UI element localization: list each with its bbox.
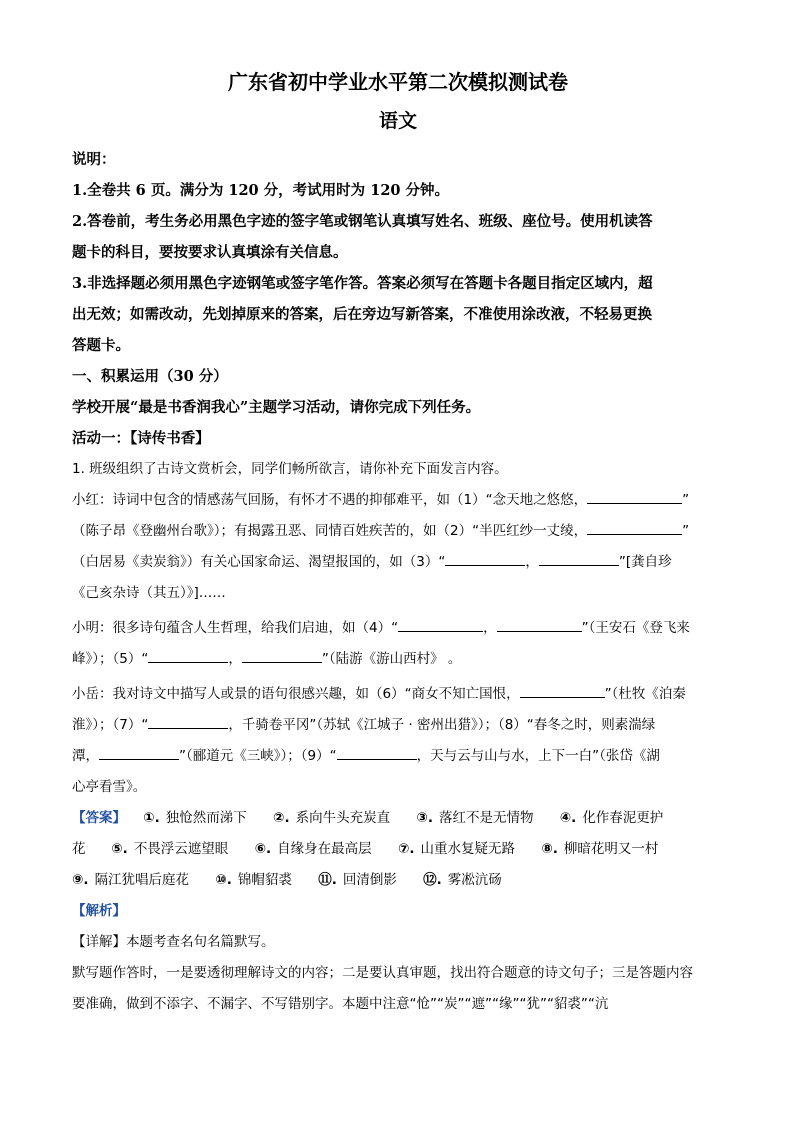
answer-item: ②. 系向牛头充炭直 bbox=[273, 810, 391, 826]
answer-item: ④. 化作春泥更护 bbox=[559, 810, 664, 826]
instruction-line: 出无效；如需改动，先划掉原来的答案，后在旁边写新答案，不准使用涂改液，不轻易更换 bbox=[72, 306, 652, 323]
question-1: 1. 班级组织了古诗文赏析会，同学们畅所欲言，请你补充下面发言内容。 bbox=[72, 461, 508, 477]
answer-item: ③. 落红不是无情物 bbox=[416, 810, 534, 826]
answer-blank[interactable] bbox=[148, 714, 228, 729]
answer-blank[interactable] bbox=[497, 617, 582, 632]
answer-label: 【答案】 bbox=[72, 810, 126, 826]
instruction-line: 2.答卷前，考生务必用黑色字迹的签字笔或钢笔认真填写姓名、班级、座位号。使用机读答 bbox=[72, 213, 653, 230]
answer-item: ①. 独怆然而涕下 bbox=[143, 810, 247, 826]
instruction-line: 1.全卷共 6 页。满分为 120 分，考试用时为 120 分钟。 bbox=[72, 182, 450, 199]
answer-item: ⑥. 自缘身在最高层 bbox=[254, 841, 372, 857]
answer-row bbox=[72, 865, 724, 896]
xiaoming-line: 小明：很多诗句蕴含人生哲理，给我们启迪，如（4）“ ， ”（王安石《登飞来 bbox=[72, 613, 724, 644]
analysis-line: 要准确，做到不添字、不漏字、不写错别字。本题中注意“怆”“炭”“遮”“缘”“犹”“貂裘”“沆 bbox=[72, 996, 609, 1012]
answer-blank[interactable] bbox=[99, 745, 179, 760]
answer-item: ⑪. 回清倒影 bbox=[318, 872, 397, 888]
answer-item: ⑨. 隔江犹唱后庭花 bbox=[72, 872, 190, 888]
exam-page bbox=[72, 62, 724, 1020]
instruction-line: 题卡的科目，要按要求认真填涂有关信息。 bbox=[72, 244, 348, 261]
answer-blank[interactable] bbox=[398, 617, 483, 632]
xiaohong-line: 《己亥杂诗（其五）》]…… bbox=[72, 585, 226, 601]
answer-row bbox=[72, 803, 724, 834]
instructions-label: 说明： bbox=[72, 151, 116, 168]
activity-heading: 活动一：【诗传书香】 bbox=[72, 430, 210, 447]
answer-blank[interactable] bbox=[148, 648, 228, 663]
answer-item: ⑫. 雾凇沆砀 bbox=[423, 872, 502, 888]
analysis-label-line bbox=[72, 896, 724, 927]
answer-item: ⑧. 柳暗花明又一村 bbox=[541, 841, 659, 857]
answer-blank[interactable] bbox=[587, 489, 682, 504]
page-title: 广东省初中学业水平第二次模拟测试卷 bbox=[228, 70, 568, 94]
xiaoyue-line: 心亭看雪》。 bbox=[72, 779, 147, 795]
answer-row: 花 ⑤. 不畏浮云遮望眼 ⑥. 自缘身在最高层 ⑦. 山重水复疑无路 ⑧. 柳暗花明又一村 bbox=[72, 841, 659, 857]
answer-item: ⑦. 山重水复疑无路 bbox=[397, 841, 516, 857]
xiaohong-line: （白居易《卖炭翁》）有关心国家命运、渴望报国的，如（3）“ ， ”[龚自珍 bbox=[72, 547, 724, 578]
answer-blank[interactable] bbox=[539, 551, 619, 566]
answer-blank[interactable] bbox=[445, 551, 525, 566]
xiaohong-line: 小红：诗词中包含的情感荡气回肠，有怀才不遇的抑郁难平，如（1）“念天地之悠悠， ” bbox=[72, 485, 724, 516]
answer-blank[interactable] bbox=[242, 648, 322, 663]
section-intro: 学校开展“最是书香润我心”主题学习活动，请你完成下列任务。 bbox=[72, 399, 481, 416]
instruction-line: 3.非选择题必须用黑色字迹钢笔或签字笔作答。答案必须写在答题卡各题目指定区域内，超 bbox=[72, 275, 653, 292]
answer-item: ⑩. 锦帽貂裘 bbox=[215, 872, 292, 888]
analysis-detail: 【详解】本题考查名句名篇默写。 bbox=[72, 934, 275, 950]
analysis-label: 【解析】 bbox=[72, 903, 126, 919]
xiaoyue-line: 小岳：我对诗文中描写人或景的语句很感兴趣，如（6）“商女不知亡国恨， ”（杜牧《泊秦 bbox=[72, 679, 724, 710]
answer-item: ⑤. 不畏浮云遮望眼 bbox=[111, 841, 229, 857]
answer-blank[interactable] bbox=[587, 520, 682, 535]
subject-title: 语文 bbox=[378, 110, 417, 132]
instruction-line: 答题卡。 bbox=[72, 337, 130, 354]
answer-blank[interactable] bbox=[337, 745, 417, 760]
analysis-line: 默写题作答时，一是要透彻理解诗文的内容；二是要认真审题，找出符合题意的诗文句子；三是答题内容 bbox=[72, 965, 693, 981]
xiaoyue-line: 潭， ”（郦道元《三峡》）；（9）“ ，天与云与山与水，上下一白”（张岱《湖 bbox=[72, 741, 724, 772]
xiaoming-line: 峰》）；（5）“ ， ”（陆游《游山西村》 。 bbox=[72, 644, 724, 675]
xiaohong-line: （陈子昂《登幽州台歌》）；有揭露丑恶、同情百姓疾苦的，如（2）“半匹红纱一丈绫， ” bbox=[72, 516, 724, 547]
xiaoyue-line: 淮》）；（7）“ ，千骑卷平冈”（苏轼《江城子 · 密州出猎》）；（8）“春冬之时，则素湍绿 bbox=[72, 710, 724, 741]
answer-blank[interactable] bbox=[520, 683, 605, 698]
section-heading: 一、积累运用（30 分） bbox=[72, 368, 228, 385]
